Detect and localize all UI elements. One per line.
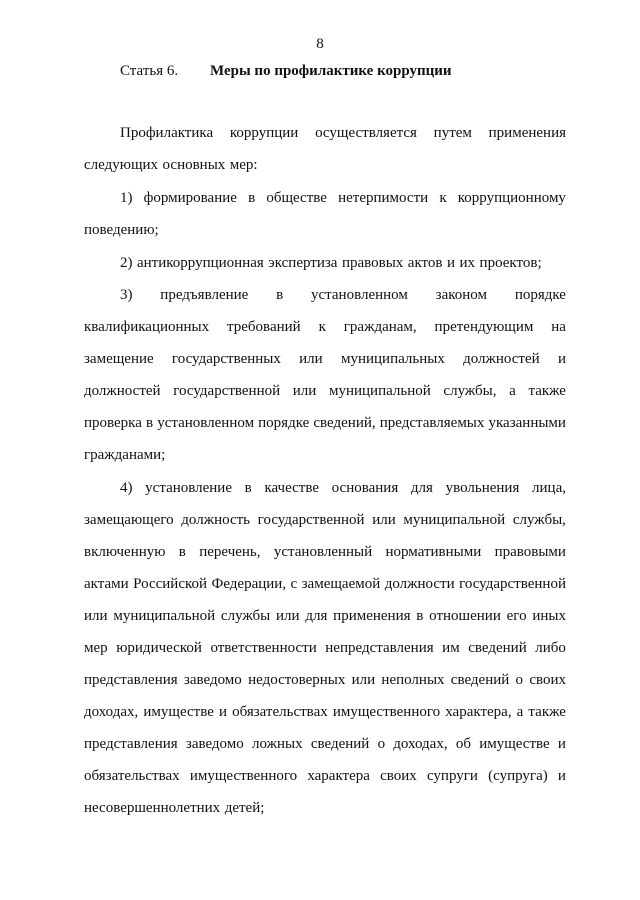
text-line: следующих основных мер: <box>84 157 258 173</box>
page-number: 8 <box>316 36 324 52</box>
text-line: замещающего должность государственной или муниципальной службы, <box>84 512 566 528</box>
text-line: квалификационных требований к гражданам, претендующим на <box>84 319 566 335</box>
text-line: 1) формирование в обществе нетерпимости к коррупционному <box>120 190 566 206</box>
text-line: замещение государственных или муниципальных должностей и <box>84 351 566 367</box>
text-line: обязательствах имущественного характера своих супруги (супруга) и <box>84 768 566 784</box>
text-line: мер юридической ответственности непредставления им сведений либо <box>84 640 566 656</box>
text-line: доходах, имуществе и обязательствах имущественного характера, а также <box>84 704 566 720</box>
text-line: несовершеннолетних детей; <box>84 800 265 816</box>
text-line: актами Российской Федерации, с замещаемой должности государственной <box>84 576 566 592</box>
text-line: должностей государственной или муниципальной службы, а также <box>84 383 566 399</box>
text-line: представления заведомо ложных сведений о доходах, об имуществе и <box>84 736 566 752</box>
article-heading <box>120 63 452 80</box>
article-title: Меры по профилактике коррупции <box>210 63 452 79</box>
text-line: представления заведомо недостоверных или неполных сведений о своих <box>84 672 566 688</box>
text-line: 3) предъявление в установленном законом порядке <box>120 287 566 303</box>
text-line: гражданами; <box>84 447 166 463</box>
text-line: включенную в перечень, установленный нормативными правовыми <box>84 544 566 560</box>
text-line: 2) антикоррупционная экспертиза правовых актов и их проектов; <box>120 255 542 271</box>
text-line: или муниципальной службы или для применения в отношении его иных <box>84 608 566 624</box>
text-line: Профилактика коррупции осуществляется путем применения <box>120 125 566 141</box>
text-line: поведению; <box>84 222 159 238</box>
text-line: 4) установление в качестве основания для увольнения лица, <box>120 480 566 496</box>
text-line: проверка в установленном порядке сведений, представляемых указанными <box>84 415 566 431</box>
article-label: Статья 6. <box>120 63 179 79</box>
